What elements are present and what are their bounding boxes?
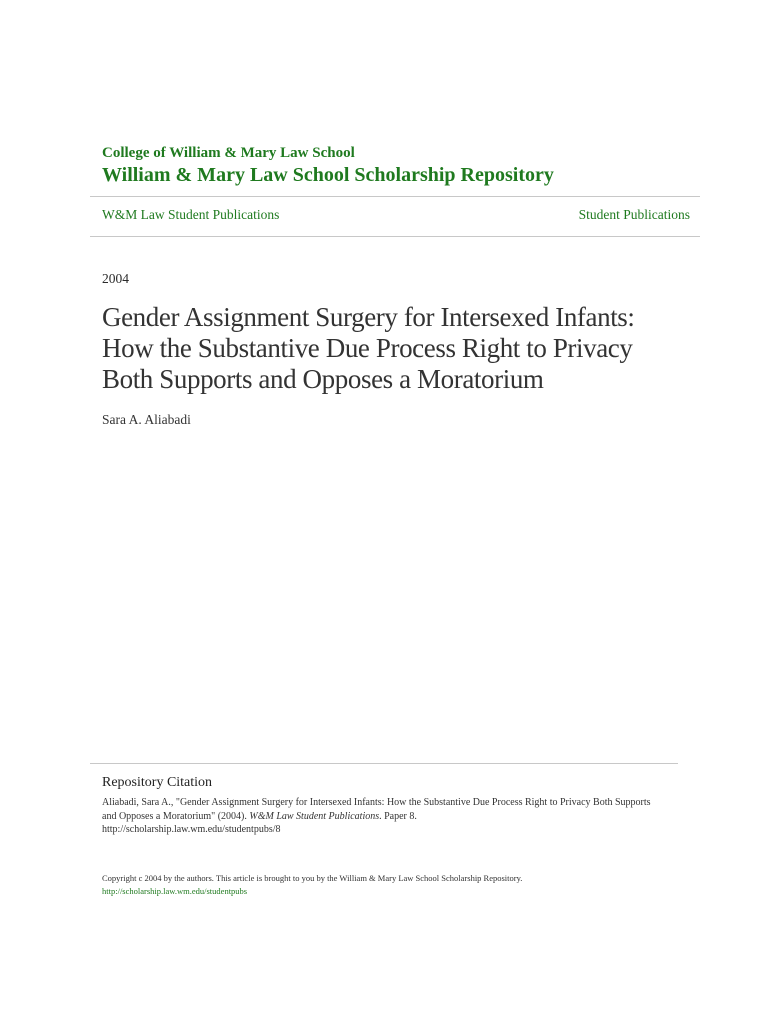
publication-year: 2004 [102,271,129,286]
repository-name[interactable]: William & Mary Law School Scholarship Repository [102,164,554,186]
citation-text-part1: Aliabadi, Sara A., "Gender Assignment Surgery for Intersexed Infants: How the Substantive Due Process Right to Privacy Both Supports and Opposes a Moratorium" (2004). [102,797,651,822]
citation-url: http://scholarship.law.wm.edu/studentpubs/8 [102,824,281,835]
title-line-3: Both Supports and Opposes a Moratorium [102,364,544,394]
citation-divider [90,763,678,764]
copyright-notice [102,872,662,897]
institution-name[interactable]: College of William & Mary Law School [102,145,355,161]
student-publications-link[interactable]: Student Publications [578,207,690,222]
title-line-2: How the Substantive Due Process Right to Privacy [102,333,633,363]
citation-text-part2: . Paper 8. [379,810,417,822]
article-title [102,302,702,395]
citation-series: W&M Law Student Publications [249,810,380,822]
copyright-text: Copyright c 2004 by the authors. This article is brought to you by the William & Mary Law School Scholarship Repository. [102,873,523,883]
citation-text [102,796,662,837]
citation-heading: Repository Citation [102,775,213,790]
top-divider [90,196,700,197]
collection-link[interactable]: http://scholarship.law.wm.edu/studentpubs [102,885,248,896]
author-name: Sara A. Aliabadi [102,412,191,427]
wm-law-student-publications-link[interactable]: W&M Law Student Publications [102,207,280,222]
nav-divider [90,236,700,237]
title-line-1: Gender Assignment Surgery for Intersexed Infants: [102,302,635,332]
repository-header [102,144,702,187]
